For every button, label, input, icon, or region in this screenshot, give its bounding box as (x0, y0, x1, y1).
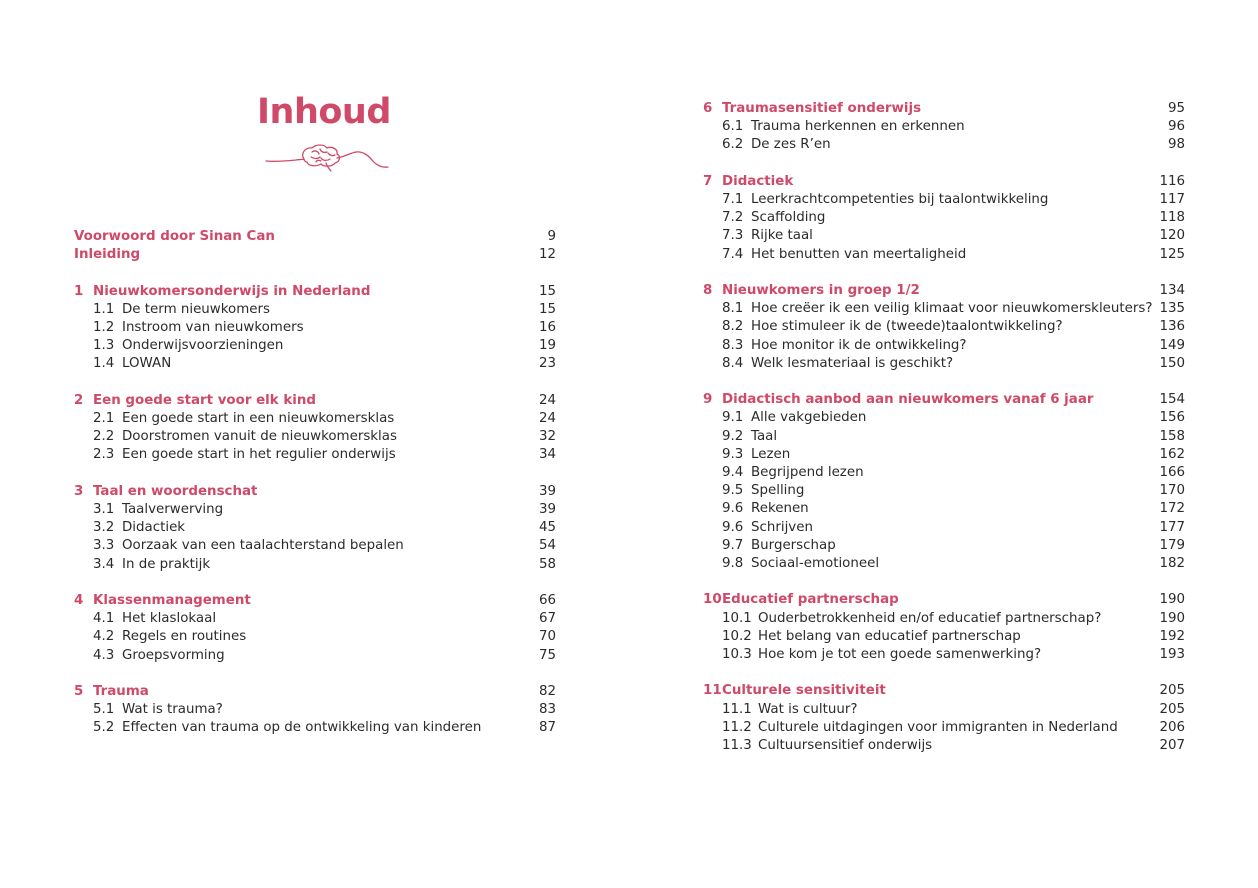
toc-section-entry[interactable] (703, 482, 1185, 500)
toc-section-entry[interactable] (74, 719, 556, 737)
toc-entry-title: Alle vakgebieden (751, 410, 867, 426)
toc-entry-number: 11.3 (722, 738, 752, 753)
toc-entry-title: Het benutten van meertaligheid (751, 246, 967, 262)
toc-entry-number: 4.2 (93, 629, 115, 645)
toc-entry-page: 190 (1159, 610, 1185, 626)
toc-section-entry[interactable] (74, 337, 556, 355)
toc-section-entry[interactable] (703, 500, 1185, 518)
toc-entry-title: Onderwijsvoorzieningen (122, 338, 284, 354)
toc-entry-title: Burgerschap (751, 537, 836, 553)
toc-section-entry[interactable] (703, 519, 1185, 537)
toc-section-entry[interactable] (703, 409, 1185, 427)
toc-entry-page: 15 (538, 283, 556, 299)
toc-section-entry[interactable] (74, 647, 556, 665)
toc-section-entry[interactable] (703, 355, 1185, 373)
toc-entry-page: 118 (1159, 210, 1185, 226)
toc-entry-number: 2.1 (93, 411, 115, 426)
toc-entry-number: 9.6 (722, 501, 744, 517)
toc-entry-title: Educatief partnerschap (722, 592, 899, 608)
toc-entry-title: Voorwoord door Sinan Can (74, 229, 275, 244)
toc-entry-title: LOWAN (122, 356, 172, 372)
toc-entry-number: 7.2 (722, 210, 744, 226)
toc-entry-number: 10 (703, 592, 722, 608)
toc-entry-number: 1.1 (93, 301, 115, 317)
toc-section-entry[interactable] (74, 428, 556, 446)
toc-entry-title: Didactiek (122, 520, 186, 536)
toc-chapter-entry[interactable] (74, 392, 556, 410)
toc-chapter-entry[interactable] (703, 282, 1185, 300)
toc-entry-title: Oorzaak van een taalachterstand bepalen (122, 538, 404, 554)
toc-entry-number: 9.6 (722, 519, 744, 535)
toc-chapter-entry[interactable] (74, 283, 556, 301)
toc-entry-number: 1.3 (93, 338, 115, 354)
toc-entry-number: 7.1 (722, 192, 744, 207)
toc-chapter-entry[interactable] (74, 483, 556, 501)
toc-entry-page: 172 (1159, 501, 1185, 517)
toc-entry-page: 96 (1167, 119, 1185, 135)
toc-entry-number: 8.4 (722, 355, 744, 371)
toc-entry-page: 9 (547, 229, 556, 244)
toc-section-entry[interactable] (703, 555, 1185, 573)
toc-entry-page: 16 (538, 320, 556, 335)
toc-section-entry[interactable] (703, 246, 1185, 264)
toc-entry-number: 9.7 (722, 537, 744, 553)
toc-entry-page: 15 (538, 301, 556, 317)
toc-entry-title: Hoe creëer ik een veilig klimaat voor nieuwkomerskleuters? (751, 301, 1153, 317)
toc-entry-title: Groepsvorming (122, 647, 225, 663)
toc-entry-page: 12 (538, 247, 556, 263)
toc-entry-title: Spelling (751, 483, 805, 499)
toc-entry-title: Cultuursensitief onderwijs (758, 738, 933, 753)
toc-entry-number: 7 (703, 173, 713, 189)
toc-entry-number: 5 (74, 684, 84, 699)
toc-entry-number: 4.1 (93, 611, 115, 627)
toc-section-entry[interactable] (74, 355, 556, 373)
toc-section-entry[interactable] (703, 701, 1185, 719)
toc-entry-title: Schrijven (751, 519, 813, 535)
toc-section-entry[interactable] (74, 319, 556, 337)
toc-section-entry[interactable] (74, 701, 556, 719)
toc-chapter-entry[interactable] (74, 592, 556, 610)
toc-entry-title: Wat is trauma? (122, 702, 223, 718)
toc-entry-number: 3.4 (93, 556, 115, 572)
toc-entry-title: Taal en woordenschat (93, 483, 258, 499)
toc-entry-page: 19 (538, 338, 556, 354)
toc-entry-page: 156 (1159, 410, 1185, 426)
toc-entry-page: 34 (538, 447, 556, 463)
toc-entry-page: 98 (1167, 137, 1185, 153)
toc-entry-page: 190 (1159, 592, 1185, 608)
toc-entry-page: 70 (538, 629, 556, 645)
toc-entry-page: 170 (1159, 483, 1185, 499)
toc-entry-number: 3.1 (93, 502, 115, 517)
toc-entry-page: 58 (538, 556, 556, 572)
toc-section-entry[interactable] (703, 118, 1185, 136)
toc-entry-number: 9.3 (722, 446, 744, 462)
toc-entry-number: 9.5 (722, 483, 744, 499)
toc-entry-number: 7.3 (722, 228, 744, 244)
toc-entry-number: 10.1 (722, 610, 752, 626)
toc-entry-number: 6 (703, 101, 713, 116)
toc-entry-number: 5.2 (93, 720, 115, 736)
toc-entry-number: 5.1 (93, 702, 115, 718)
toc-entry-title: Didactiek (722, 173, 794, 189)
toc-entry-title: Klassenmanagement (93, 593, 251, 608)
toc-entry-title: Scaffolding (751, 210, 826, 226)
toc-entry-title: Welk lesmateriaal is geschikt? (751, 355, 954, 371)
toc-entry-number: 6.2 (722, 137, 744, 153)
toc-entry-page: 182 (1159, 556, 1185, 571)
toc-section-entry[interactable] (703, 610, 1185, 628)
toc-section-entry[interactable] (74, 628, 556, 646)
toc-entry-number: 11.1 (722, 701, 752, 717)
toc-entry-number: 1.4 (93, 356, 115, 372)
toc-section-entry[interactable] (74, 556, 556, 574)
toc-section-entry[interactable] (74, 301, 556, 319)
toc-entry-page: 205 (1159, 701, 1185, 717)
toc-entry-page: 166 (1159, 465, 1185, 480)
toc-chapter-entry[interactable] (703, 100, 1185, 118)
toc-section-entry[interactable] (74, 537, 556, 555)
toc-entry-page: 75 (538, 647, 556, 663)
toc-chapter-entry[interactable] (703, 391, 1185, 409)
toc-entry-title: Trauma herkennen en erkennen (751, 119, 965, 135)
toc-section-entry[interactable] (703, 464, 1185, 482)
toc-section-entry[interactable] (703, 737, 1185, 755)
toc-section-entry[interactable] (703, 428, 1185, 446)
toc-entry-title: Culturele sensitiviteit (722, 683, 886, 699)
toc-entry-page: 117 (1159, 192, 1185, 207)
toc-section-entry[interactable] (703, 209, 1185, 227)
toc-section-entry[interactable] (703, 537, 1185, 555)
toc-entry-title: Wat is cultuur? (758, 701, 858, 717)
toc-section-entry[interactable] (703, 318, 1185, 336)
toc-entry-title: Didactisch aanbod aan nieuwkomers vanaf 6 jaar (722, 392, 1094, 408)
brain-icon (264, 141, 392, 175)
toc-entry-page: 158 (1159, 428, 1185, 444)
toc-entry-title: Hoe stimuleer ik de (tweede)taalontwikkeling? (751, 319, 1063, 335)
toc-entry-page: 82 (538, 684, 556, 699)
toc-chapter-entry[interactable] (74, 683, 556, 701)
toc-entry-number: 6.1 (722, 119, 744, 135)
toc-entry-title: Traumasensitief onderwijs (722, 101, 922, 116)
toc-section-entry[interactable] (703, 227, 1185, 245)
toc-entry-number: 8.3 (722, 337, 744, 353)
toc-entry-title: Taalverwerving (122, 502, 224, 517)
toc-entry-page: 39 (538, 483, 556, 499)
toc-section-entry[interactable] (703, 300, 1185, 318)
toc-section-entry[interactable] (703, 719, 1185, 737)
page-title: Inhoud (257, 92, 391, 132)
toc-entry-title: Een goede start in het regulier onderwijs (122, 447, 396, 463)
toc-chapter-entry[interactable] (703, 682, 1185, 700)
toc-entry-number: 3 (74, 483, 84, 499)
toc-entry-number: 2 (74, 392, 84, 408)
toc-chapter-entry[interactable] (74, 228, 556, 246)
toc-entry-title: Culturele uitdagingen voor immigranten in Nederland (758, 719, 1118, 735)
toc-entry-page: 192 (1159, 628, 1185, 644)
toc-entry-page: 179 (1159, 537, 1185, 553)
toc-entry-title: Doorstromen vanuit de nieuwkomersklas (122, 429, 397, 445)
toc-entry-page: 45 (538, 520, 556, 536)
toc-entry-title: Een goede start voor elk kind (93, 392, 316, 408)
toc-entry-page: 24 (538, 411, 556, 426)
toc-entry-title: Ouderbetrokkenheid en/of educatief partnerschap? (758, 610, 1102, 626)
toc-entry-page: 154 (1159, 392, 1185, 408)
toc-entry-page: 150 (1159, 355, 1185, 371)
toc-entry-number: 8.2 (722, 319, 744, 335)
toc-entry-page: 162 (1159, 446, 1185, 462)
toc-entry-page: 83 (538, 702, 556, 718)
toc-entry-page: 149 (1159, 337, 1185, 353)
toc-entry-number: 11 (703, 683, 722, 699)
toc-entry-title: De zes R’en (751, 137, 831, 153)
toc-entry-title: Lezen (751, 446, 791, 462)
toc-entry-title: Hoe kom je tot een goede samenwerking? (758, 647, 1042, 662)
toc-chapter-entry[interactable] (74, 246, 556, 264)
toc-entry-page: 39 (538, 502, 556, 517)
toc-entry-page: 66 (538, 593, 556, 608)
toc-entry-page: 177 (1159, 519, 1185, 535)
toc-entry-title: Trauma (93, 684, 149, 699)
toc-entry-page: 206 (1159, 719, 1185, 735)
toc-section-entry[interactable] (703, 337, 1185, 355)
toc-entry-page: 23 (538, 356, 556, 372)
toc-entry-number: 9 (703, 392, 713, 408)
toc-entry-number: 2.2 (93, 429, 115, 445)
toc-section-entry[interactable] (703, 191, 1185, 209)
toc-section-entry[interactable] (74, 446, 556, 464)
toc-entry-number: 1.2 (93, 320, 115, 335)
toc-entry-number: 9.1 (722, 410, 744, 426)
toc-entry-title: De term nieuwkomers (122, 301, 270, 317)
toc-section-entry[interactable] (703, 628, 1185, 646)
toc-entry-number: 10.3 (722, 647, 752, 662)
toc-entry-number: 9.2 (722, 428, 744, 444)
toc-entry-title: Regels en routines (122, 629, 247, 645)
toc-entry-title: Instroom van nieuwkomers (122, 320, 304, 335)
toc-section-entry[interactable] (703, 446, 1185, 464)
toc-entry-number: 8 (703, 283, 713, 298)
toc-entry-page: 24 (538, 392, 556, 408)
toc-entry-title: Rijke taal (751, 228, 813, 244)
toc-entry-number: 4 (74, 593, 84, 608)
toc-entry-title: Begrijpend lezen (751, 465, 864, 480)
toc-entry-number: 7.4 (722, 246, 744, 262)
toc-section-entry[interactable] (74, 501, 556, 519)
toc-entry-number: 9.4 (722, 465, 744, 480)
toc-entry-page: 87 (538, 720, 556, 736)
toc-entry-page: 193 (1159, 647, 1185, 662)
toc-entry-page: 125 (1159, 246, 1185, 262)
toc-entry-title: Het klaslokaal (122, 611, 217, 627)
toc-entry-page: 54 (538, 538, 556, 554)
toc-entry-page: 205 (1159, 683, 1185, 699)
toc-entry-title: Taal (751, 428, 778, 444)
toc-entry-title: Sociaal-emotioneel (751, 556, 880, 571)
toc-entry-title: Een goede start in een nieuwkomersklas (122, 411, 395, 426)
toc-entry-title: Rekenen (751, 501, 809, 517)
toc-entry-title: Leerkrachtcompetenties bij taalontwikkeling (751, 192, 1049, 207)
toc-entry-title: In de praktijk (122, 556, 211, 572)
toc-section-entry[interactable] (74, 610, 556, 628)
toc-entry-number: 1 (74, 283, 84, 299)
toc-entry-title: Nieuwkomers in groep 1/2 (722, 283, 920, 298)
toc-entry-number: 3.2 (93, 520, 115, 536)
toc-entry-page: 120 (1159, 228, 1185, 244)
toc-entry-number: 8.1 (722, 301, 744, 317)
toc-entry-page: 136 (1159, 319, 1185, 335)
toc-entry-number: 9.8 (722, 556, 744, 571)
toc-section-entry[interactable] (74, 410, 556, 428)
toc-entry-page: 32 (538, 429, 556, 445)
toc-entry-number: 4.3 (93, 647, 115, 663)
toc-entry-page: 116 (1159, 173, 1185, 189)
toc-entry-title: Effecten van trauma op de ontwikkeling van kinderen (122, 720, 482, 736)
toc-entry-page: 135 (1159, 301, 1185, 317)
toc-section-entry[interactable] (703, 136, 1185, 154)
toc-chapter-entry[interactable] (703, 173, 1185, 191)
toc-entry-title: Hoe monitor ik de ontwikkeling? (751, 337, 967, 353)
toc-section-entry[interactable] (703, 646, 1185, 664)
toc-entry-page: 95 (1167, 101, 1185, 116)
toc-entry-title: Nieuwkomersonderwijs in Nederland (93, 283, 371, 299)
toc-entry-number: 11.2 (722, 719, 752, 735)
toc-entry-page: 67 (538, 611, 556, 627)
toc-entry-title: Inleiding (74, 247, 141, 263)
toc-entry-page: 134 (1159, 283, 1185, 298)
toc-entry-title: Het belang van educatief partnerschap (758, 628, 1021, 644)
toc-section-entry[interactable] (74, 519, 556, 537)
toc-entry-page: 207 (1159, 738, 1185, 753)
toc-entry-number: 2.3 (93, 447, 115, 463)
toc-entry-number: 10.2 (722, 628, 752, 644)
toc-chapter-entry[interactable] (703, 591, 1185, 609)
toc-entry-number: 3.3 (93, 538, 115, 554)
